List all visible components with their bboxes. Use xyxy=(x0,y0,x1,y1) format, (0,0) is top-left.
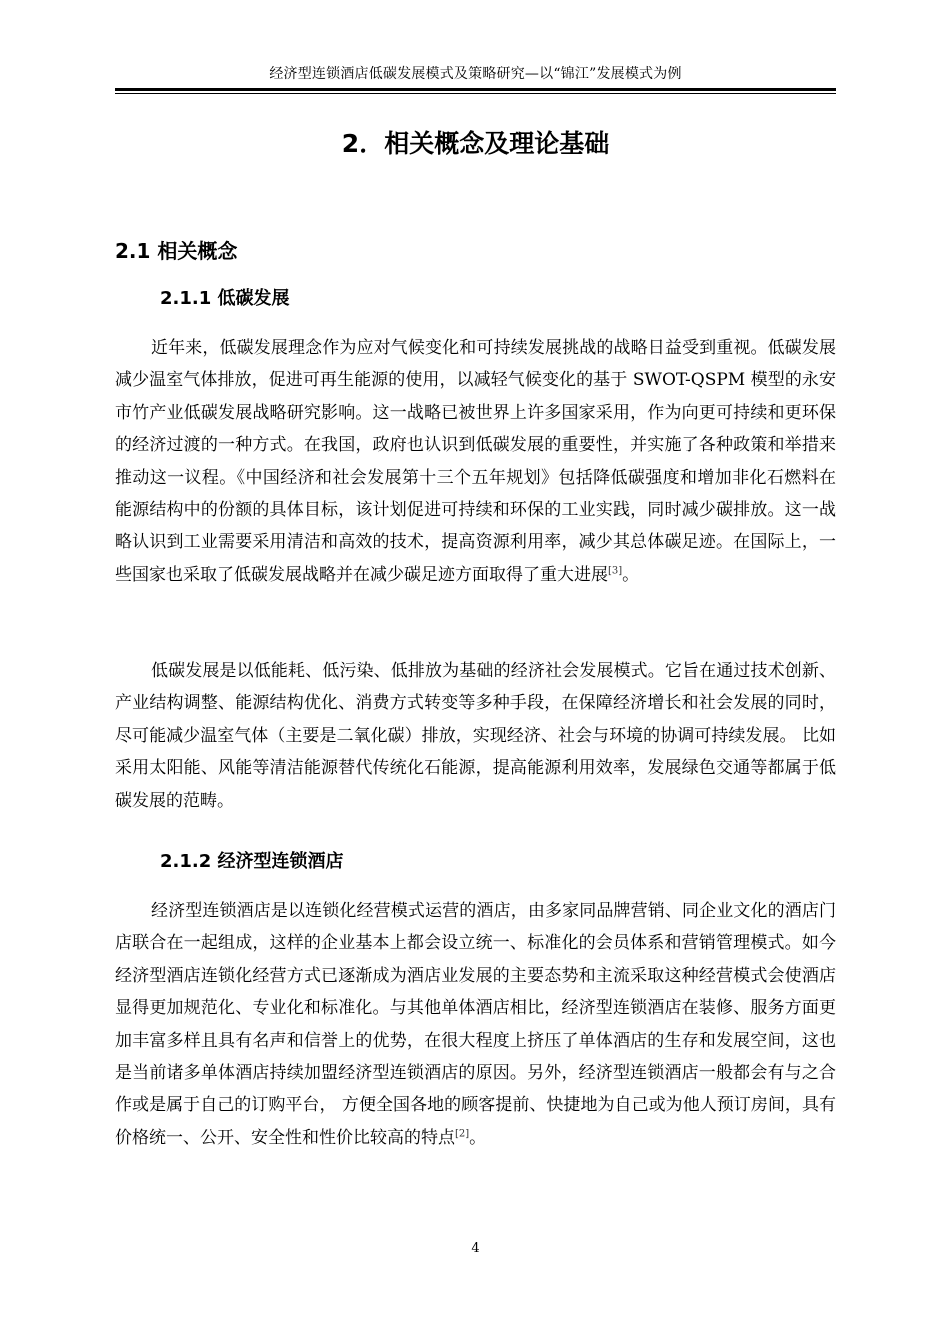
paragraph-end-punct: 。 xyxy=(469,1127,487,1148)
subsection-title-budget-hotel: 2.1.2 经济型连锁酒店 xyxy=(160,851,344,872)
header-rule-thick xyxy=(115,88,836,91)
paragraph-end-punct: 。 xyxy=(622,564,640,585)
paragraph-budget-hotel-1 xyxy=(115,895,836,1154)
subsection-title-low-carbon: 2.1.1 低碳发展 xyxy=(160,288,290,309)
paragraph-text: 近年来，低碳发展理念作为应对气候变化和可持续发展挑战的战略日益受到重视。低碳发展减少温室气体排放，促进可再生能源的使用，以减轻气候变化的基于 SWOT-QSPM 模型的永安市竹产业低碳发展战略研究影响。这一战略已被世界上许多国家采用，作为向更可持续和更环保的经济过渡的一种方式。在我国，政府也认识到低碳发展的重要性，并实施了各种政策和举措来推动这一议程。《中国经济和社会发展第十三个五年规划》包括降低碳强度和增加非化石燃料在能源结构中的份额的具体目标，该计划促进可持续和环保的工业实践，同时减少碳排放。这一战略认识到工业需要采用清洁和高效的技术，提高资源利用率，减少其总体碳足迹。在国际上，一些国家也采取了低碳发展战略并在减少碳足迹方面取得了重大进展 xyxy=(115,338,836,585)
paragraph-low-carbon-1 xyxy=(115,332,836,591)
header-rule-thin xyxy=(115,93,836,94)
page-number: 4 xyxy=(471,1241,480,1256)
chapter-title: 2．相关概念及理论基础 xyxy=(341,129,610,158)
citation-ref: [2] xyxy=(455,1128,470,1140)
paragraph-low-carbon-2 xyxy=(115,655,836,817)
paragraph-text: 低碳发展是以低能耗、低污染、低排放为基础的经济社会发展模式。它旨在通过技术创新、产业结构调整、能源结构优化、消费方式转变等多种手段，在保障经济增长和社会发展的同时，尽可能减少温室气体（主要是二氧化碳）排放，实现经济、社会与环境的协调可持续发展。 比如采用太阳能、风能等清洁能源替代传统化石能源，提高能源利用效率，发展绿色交通等都属于低碳发展的范畴。 xyxy=(115,661,836,811)
running-header: 经济型连锁酒店低碳发展模式及策略研究—以“锦江”发展模式为例 xyxy=(269,66,682,82)
citation-ref: [3] xyxy=(608,565,623,577)
paragraph-text: 经济型连锁酒店是以连锁化经营模式运营的酒店，由多家同品牌营销、同企业文化的酒店门店联合在一起组成，这样的企业基本上都会设立统一、标准化的会员体系和营销管理模式。如今经济型酒店连锁化经营方式已逐渐成为酒店业发展的主要态势和主流采取这种经营模式会使酒店显得更加规范化、专业化和标准化。与其他单体酒店相比，经济型连锁酒店在装修、服务方面更加丰富多样且具有名声和信誉上的优势，在很大程度上挤压了单体酒店的生存和发展空间，这也是当前诸多单体酒店持续加盟经济型连锁酒店的原因。另外，经济型连锁酒店一般都会有与之合作或是属于自己的订购平台， 方便全国各地的顾客提前、快捷地为自己或为他人预订房间，具有价格统一、公开、安全性和性价比较高的特点 xyxy=(115,901,836,1148)
section-title: 2.1 相关概念 xyxy=(115,239,238,263)
